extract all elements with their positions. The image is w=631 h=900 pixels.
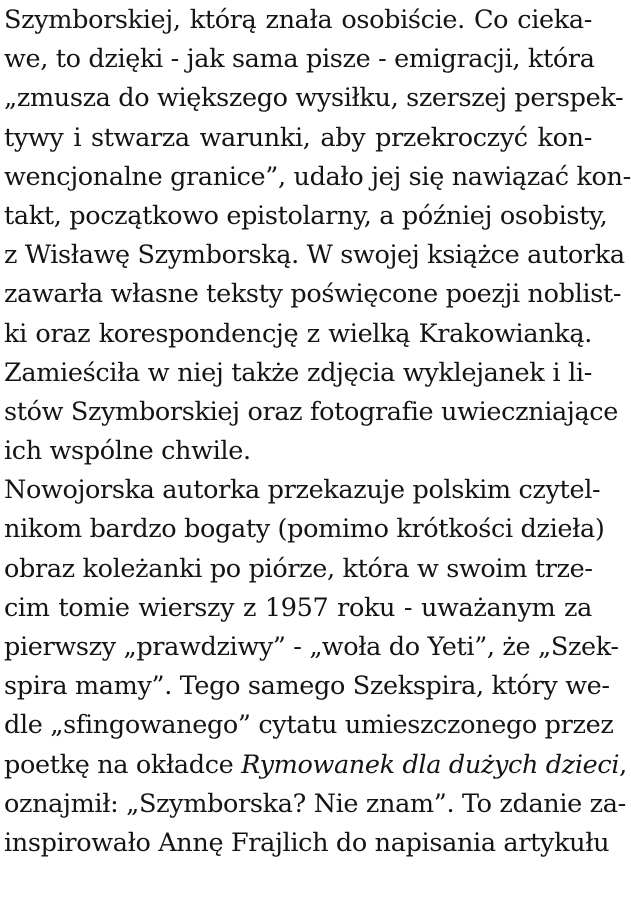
- text-line: ki oraz korespondencję z wielką Krakowianką.: [4, 318, 592, 349]
- text-line: Nowojorska autorka przekazuje polskim czytel-: [4, 475, 601, 506]
- text-line: tywy i stwarza warunki, aby przekroczyć kon-: [4, 122, 592, 153]
- text-segment: ,: [619, 749, 627, 780]
- text-line: dle „sfingowanego” cytatu umieszczonego przez: [4, 710, 614, 741]
- text-segment: poetkę na okładce: [4, 749, 242, 780]
- text-line: Zamieściła w niej także zdjęcia wyklejanek i li-: [4, 357, 592, 388]
- paragraph-2: [4, 471, 627, 863]
- text-line-with-italic-title: [4, 746, 627, 785]
- text-line: takt, początkowo epistolarny, a później osobisty,: [4, 200, 608, 231]
- text-line: stów Szymborskiej oraz fotografie uwieczniające: [4, 396, 618, 427]
- text-line: wencjonalne granice”, udało jej się nawiązać kon-: [4, 161, 631, 192]
- text-line: ich wspólne chwile.: [4, 436, 251, 467]
- text-line: spira mamy”. Tego samego Szekspira, który we-: [4, 671, 610, 702]
- text-line: pierwszy „prawdziwy” - „woła do Yeti”, że „Szek-: [4, 632, 619, 662]
- text-line: inspirowało Annę Frajlich do napisania artykułu: [4, 827, 610, 858]
- text-line: obraz koleżanki po piórze, która w swoim trze-: [4, 553, 593, 584]
- text-line: cim tomie wierszy z 1957 roku - uważanym za: [4, 592, 592, 623]
- text-line: z Wisławę Szymborską. W swojej książce autorka: [4, 240, 625, 271]
- text-line: Szymborskiej, którą znała osobiście. Co cieka-: [4, 5, 592, 35]
- book-title: Rymowanek dla dużych dzieci: [241, 749, 620, 780]
- text-line: we, to dzięki - jak sama pisze - emigracji, która: [4, 44, 595, 75]
- paragraph-1: [4, 1, 631, 471]
- text-line: oznajmił: „Szymborska? Nie znam”. To zdanie za-: [4, 788, 626, 819]
- text-line: „zmusza do większego wysiłku, szerszej perspek-: [4, 83, 624, 114]
- text-line: zawarła własne teksty poświęcone poezji noblist-: [4, 279, 622, 310]
- text-line: nikom bardzo bogaty (pomimo krótkości dzieła): [4, 514, 605, 545]
